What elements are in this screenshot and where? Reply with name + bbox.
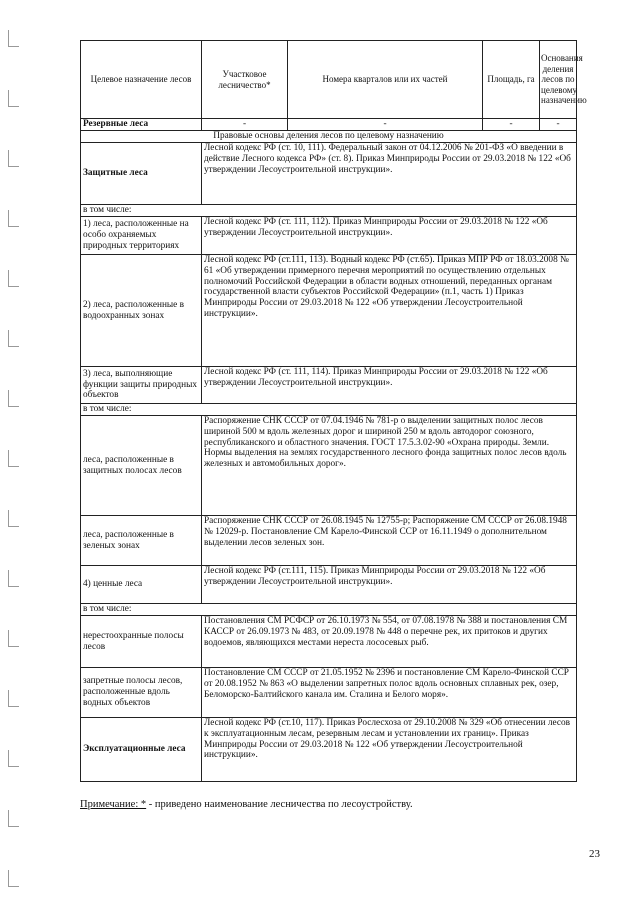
- operational-label: Эксплуатационные леса: [81, 718, 202, 782]
- prohibited-basis: Постановление СМ СССР от 21.05.1952 № 2396 и постановление СМ Карело-Финской ССР от 20.08.1952 № 863 «О выделении запретных полос вдоль основных сплавных рек, озер, Беломорско-Балтийского канала им. Сталина и Белого моря».: [202, 668, 577, 718]
- natural-label: 3) леса, выполняющие функции защиты природных объектов: [81, 367, 202, 404]
- reserve-quarters: -: [288, 119, 483, 131]
- including-label: в том числе:: [81, 205, 577, 217]
- table-row: [81, 566, 577, 604]
- protective-label: Защитные леса: [81, 143, 202, 205]
- section-title: Правовые основы деления лесов по целевому назначению: [81, 131, 577, 143]
- header-purpose: Целевое назначение лесов: [81, 41, 202, 119]
- spawning-label: нерестоохранные полосы лесов: [81, 616, 202, 668]
- table-header-row: [81, 41, 577, 119]
- natural-basis: Лесной кодекс РФ (ст. 111, 114). Приказ Минприроды России от 29.03.2018 № 122 «Об утверждении Лесоустроительной инструкции».: [202, 367, 577, 404]
- table-row: [81, 668, 577, 718]
- table-row: [81, 416, 577, 516]
- spawning-basis: Постановления СМ РСФСР от 26.10.1973 № 554, от 07.08.1978 № 388 и постановления СМ КАССР от 26.09.1973 № 483, от 20.09.1978 № 448 о перечне рек, их притоков и других водоемов, являющихся местами нереста лососевых рыб.: [202, 616, 577, 668]
- section-title-row: [81, 131, 577, 143]
- forest-purpose-table: [80, 40, 587, 782]
- water-label: 2) леса, расположенные в водоохранных зонах: [81, 255, 202, 367]
- header-forestry: Участковое лесничество*: [202, 41, 288, 119]
- table-row: [81, 604, 577, 616]
- header-area: Площадь, га: [483, 41, 540, 119]
- footnote-text: - приведено наименование лесничества по лесоустройству.: [146, 799, 413, 810]
- table-row: [81, 255, 577, 367]
- oopt-basis: Лесной кодекс РФ (ст. 111, 112). Приказ Минприроды России от 29.03.2018 № 122 «Об утверждении Лесоустроительной инструкции».: [202, 217, 577, 255]
- table-row: [81, 404, 577, 416]
- green-basis: Распоряжение СНК СССР от 26.08.1945 № 12755-р; Распоряжение СМ СССР от 26.08.1948 № 12029-р. Постановление СМ Карело-Финской ССР от 16.11.1949 о дополнительном выделении лесов зеленых зон.: [202, 516, 577, 566]
- table-row: [81, 516, 577, 566]
- header-basis: Основания деления лесов по целевому назначению: [540, 41, 577, 119]
- table-row: [81, 217, 577, 255]
- strips-label: леса, расположенные в защитных полосах лесов: [81, 416, 202, 516]
- reserve-basis: -: [540, 119, 577, 131]
- strips-basis: Распоряжение СНК СССР от 07.04.1946 № 781-р о выделении защитных полос лесов шириной 500 м вдоль железных дорог и шириной 250 м вдоль автодорог союзного, республиканского и областного значения. ГОСТ 17.5.3.02-90 «Охрана природы. Земли. Нормы выделения на землях государственного лесного фонда защитных полос лесов вдоль железных и автомобильных дорог».: [202, 416, 577, 516]
- table-row: [81, 205, 577, 217]
- prohibited-label: запретные полосы лесов, расположенные вдоль водных объектов: [81, 668, 202, 718]
- table-row: [81, 143, 577, 205]
- reserve-forestry: -: [202, 119, 288, 131]
- table-row: [81, 616, 577, 668]
- valuable-basis: Лесной кодекс РФ (ст.111, 115). Приказ Минприроды России от 29.03.2018 № 122 «Об утверждении Лесоустроительной инструкции».: [202, 566, 577, 604]
- operational-basis: Лесной кодекс РФ (ст.10, 117). Приказ Рослесхоза от 29.10.2008 № 329 «Об отнесении лесов к эксплуатационным лесам, резервным лесам и установлении их границ». Приказ Минприроды России от 29.03.2018 № 122 «Об утверждении Лесоустроительной инструкции».: [202, 718, 577, 782]
- valuable-label: 4) ценные леса: [81, 566, 202, 604]
- header-quarters: Номера кварталов или их частей: [288, 41, 483, 119]
- including-label: в том числе:: [81, 604, 577, 616]
- green-label: леса, расположенные в зеленых зонах: [81, 516, 202, 566]
- oopt-label: 1) леса, расположенные на особо охраняемых природных территориях: [81, 217, 202, 255]
- reserve-label: Резервные леса: [81, 119, 202, 131]
- table-row: [81, 718, 577, 782]
- water-basis: Лесной кодекс РФ (ст.111, 113). Водный кодекс РФ (ст.65). Приказ МПР РФ от 18.03.2008 № 61 «Об утверждении примерного перечня мероприятий по осуществлению отдельных полномочий Российской Федерации в области водных отношений, переданных органам государственной власти субъектов Российской Федерации» (п.1, часть 1) Приказ Минприроды России от 29.03.2018 № 122 «Об утверждении Лесоустроительной инструкции».: [202, 255, 577, 367]
- page-number: 23: [589, 848, 600, 860]
- protective-basis: Лесной кодекс РФ (ст. 10, 111). Федеральный закон от 04.12.2006 № 201-ФЗ «О введении в действие Лесного кодекса РФ» (ст. 8). Приказ Минприроды России от 29.03.2018 № 122 «Об утверждении Лесоустроительной инструкции».: [202, 143, 577, 205]
- table-row-reserve: [81, 119, 577, 131]
- reserve-area: -: [483, 119, 540, 131]
- footnote-prefix: Примечание: *: [80, 799, 147, 810]
- including-label: в том числе:: [81, 404, 577, 416]
- footnote: [80, 799, 413, 810]
- table-row: [81, 367, 577, 404]
- binder-margin: [0, 0, 34, 905]
